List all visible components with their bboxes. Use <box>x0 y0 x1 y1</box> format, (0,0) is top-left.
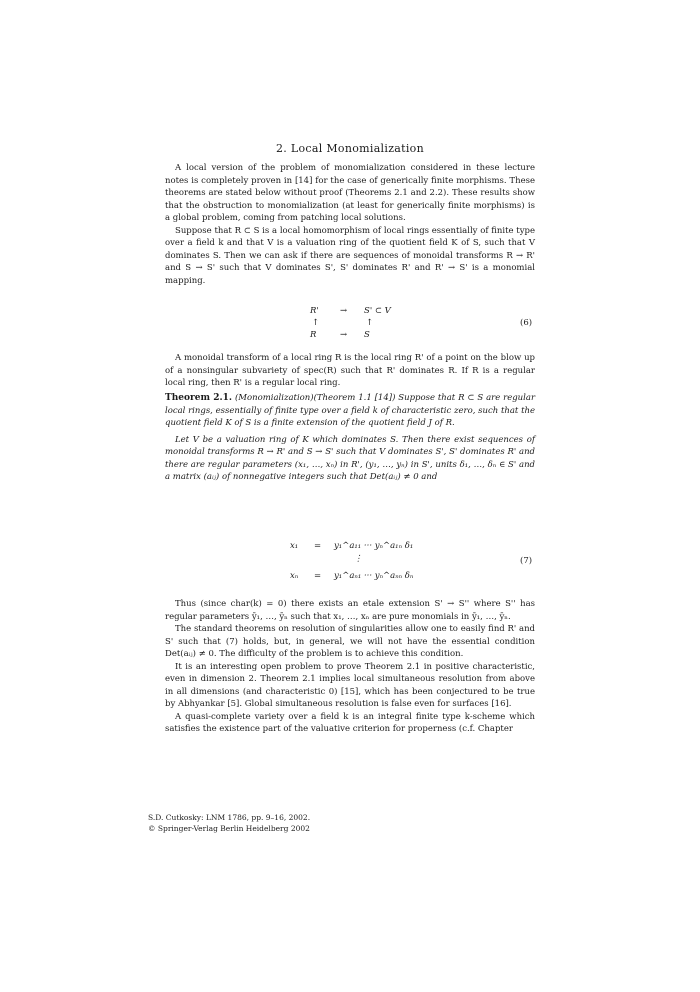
diagram-6-r3c3: S <box>364 330 370 340</box>
equation-system-7 <box>290 541 450 591</box>
theorem-block <box>165 392 535 484</box>
eq7-r3-lhs: xₙ <box>290 571 299 581</box>
diagram-6-r2c3: ↑ <box>366 318 374 328</box>
theorem-label: Theorem 2.1. <box>165 393 233 403</box>
theorem-body: Let V be a valuation ring of K which dominates S. Then there exist sequences of monoidal transforms R → R' and S → S' such that V dominates S', S' dominates R' and there are regular parameters (x₁, …, xₙ) in R', (y₁, …, yₙ) in S', units δ₁, …, δₙ ∈ S' and a matrix (aᵢⱼ) of nonnegative integers such that Det(aᵢⱼ) ≠ 0 and <box>165 434 535 482</box>
theorem-title: (Monomialization)(Theorem 1.1 [14]) <box>234 393 396 403</box>
diagram-6-r2c1: ↑ <box>312 318 320 328</box>
diagram-6-r1c3: S' ⊂ V <box>364 306 391 316</box>
eq7-r1-eq: = <box>314 541 322 551</box>
paragraph-etale: Thus (since char(k) = 0) there exists an etale extension S' → S'' where S'' has regular parameters ȳ₁, …, ȳₙ such that x₁, …, xₙ are pure monomials in ȳ₁, …, ȳₙ. <box>165 599 535 622</box>
paragraph-open-problem: It is an interesting open problem to prove Theorem 2.1 in positive characteristic, even in dimension 2. Theorem 2.1 implies local simultaneous resolution from above in all dimensions (and characteristic 0) [15], which has been conjectured to be true by Abhyankar [5]. Global simultaneous resolution is false even for surfaces [16]. <box>165 661 535 709</box>
paragraph-intro-2: Suppose that R ⊂ S is a local homomorphism of local rings essentially of finite type over a field k and that V is a valuation ring of the quotient field K of S, such that V dominates S. Then we can ask if there are sequences of monoidal transforms R → R' and S → S' such that V dominates S', S' dominates R' and R' → S' is a monomial mapping. <box>165 225 535 286</box>
intro-text <box>165 162 535 287</box>
section-title: 2. Local Monomialization <box>276 142 424 155</box>
eq7-r1-rhs: y₁^a₁₁ ··· yₙ^a₁ₙ δ₁ <box>334 541 414 551</box>
footer-line-2: © Springer-Verlag Berlin Heidelberg 2002 <box>148 824 310 833</box>
eq7-r3-eq: = <box>314 571 322 581</box>
diagram-6-r1c1: R' <box>310 306 319 316</box>
diagram-6-r3c2: → <box>340 330 348 340</box>
diagram-6-r3c1: R <box>310 330 317 340</box>
paragraph-resolution: The standard theorems on resolution of singularities allow one to easily find R' and S' such that (7) holds, but, in general, we will not have the essential condition Det(aᵢⱼ) ≠ 0. The difficulty of the problem is to achieve this condition. <box>165 624 535 659</box>
paragraph-quasi-complete: A quasi-complete variety over a field k is an integral finite type k-scheme which satisfies the existence part of the valuative criterion for properness (c.f. Chapter <box>165 711 535 734</box>
eq7-r1-lhs: x₁ <box>290 541 299 551</box>
eq7-r3-rhs: y₁^aₙ₁ ··· yₙ^aₙₙ δₙ <box>334 571 414 581</box>
paragraph-intro-1: A local version of the problem of monomialization considered in these lecture notes is completely proven in [14] for the case of generically finite morphisms. These theorems are stated below without proof (Theorems 2.1 and 2.2). These results show that the obstruction to monomialization (at least for generically finite morphisms) is a global problem, coming from patching local solutions. <box>165 163 535 223</box>
equation-label-6: (6) <box>520 318 533 328</box>
paragraph-monoidal: A monoidal transform of a local ring R is the local ring R' of a point on the blow up of a nonsingular subvariety of spec(R) such that R' dominates R. If R is a regular local ring, then R' is a regular local ring. <box>165 353 535 388</box>
eq7-dots: ⋮ <box>354 554 363 564</box>
theorem-statement: Suppose that R ⊂ S are regular local rings, essentially of finite type over a field k of characteristic zero, such that the quotient field K of S is a finite extension of the quotient field J of R. <box>165 393 536 428</box>
theorem-statement-paragraph <box>165 392 535 430</box>
footer-line-1: S.D. Cutkosky: LNM 1786, pp. 9–16, 2002. <box>148 813 311 822</box>
footer-citation <box>148 812 310 834</box>
closing-text <box>165 598 535 736</box>
diagram-6-r1c2: → <box>340 306 348 316</box>
equation-label-7: (7) <box>520 556 533 566</box>
diagram-6 <box>310 306 430 346</box>
monoidal-text <box>165 352 535 390</box>
